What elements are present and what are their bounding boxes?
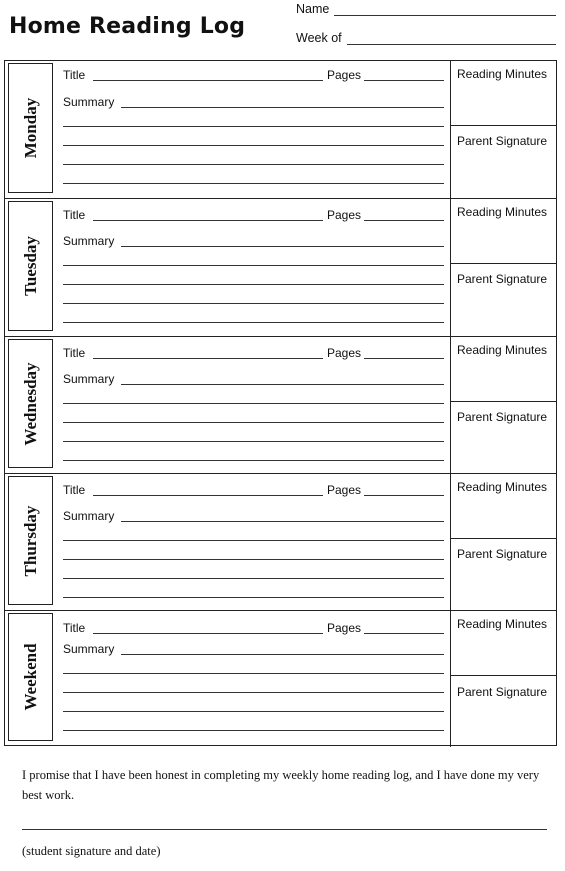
summary-line[interactable] <box>121 654 444 655</box>
honesty-promise: I promise that I have been honest in completing my weekly home reading log, and I have done my very best work. <box>22 768 540 802</box>
summary-line[interactable] <box>63 460 444 461</box>
summary-line[interactable] <box>63 559 444 560</box>
reading-minutes-label: Reading Minutes <box>457 480 548 494</box>
title-label: Title <box>63 208 86 222</box>
pages-field[interactable] <box>364 80 444 81</box>
day-row-monday <box>5 61 556 199</box>
reading-minutes-label: Reading Minutes <box>457 67 548 81</box>
week-of-field[interactable] <box>347 44 556 45</box>
day-label: Thursday <box>20 505 40 576</box>
title-field[interactable] <box>93 633 323 634</box>
summary-line[interactable] <box>63 540 444 541</box>
day-cell <box>8 613 53 741</box>
title-field[interactable] <box>93 220 323 221</box>
summary-line[interactable] <box>63 597 444 598</box>
week-of-label: Week of <box>296 31 342 45</box>
day-row-weekend <box>5 611 556 747</box>
summary-line[interactable] <box>63 730 444 731</box>
summary-line[interactable] <box>63 126 444 127</box>
parent-column <box>450 474 556 610</box>
reading-minutes-cell[interactable] <box>451 61 556 126</box>
signature-caption: (student signature and date) <box>22 844 161 858</box>
day-label: Monday <box>20 97 40 159</box>
summary-line[interactable] <box>121 521 444 522</box>
day-row-tuesday <box>5 199 556 337</box>
reading-minutes-label: Reading Minutes <box>457 343 548 357</box>
reading-log-table <box>4 60 557 746</box>
title-field[interactable] <box>93 80 323 81</box>
summary-line[interactable] <box>121 384 444 385</box>
day-cell <box>8 476 53 605</box>
pages-label: Pages <box>327 68 362 82</box>
summary-label: Summary <box>63 642 115 656</box>
parent-signature-label: Parent Signature <box>457 410 548 424</box>
title-field[interactable] <box>93 358 323 359</box>
summary-label: Summary <box>63 234 115 248</box>
summary-line[interactable] <box>63 303 444 304</box>
title-label: Title <box>63 621 86 635</box>
title-label: Title <box>63 346 86 360</box>
student-signature-field[interactable] <box>22 829 547 830</box>
pages-field[interactable] <box>364 220 444 221</box>
title-label: Title <box>63 68 86 82</box>
reading-minutes-label: Reading Minutes <box>457 205 548 219</box>
pages-field[interactable] <box>364 358 444 359</box>
summary-line[interactable] <box>63 692 444 693</box>
parent-column <box>450 199 556 336</box>
summary-line[interactable] <box>121 107 444 108</box>
summary-label: Summary <box>63 95 115 109</box>
summary-line[interactable] <box>63 711 444 712</box>
day-cell <box>8 201 53 331</box>
summary-line[interactable] <box>63 164 444 165</box>
parent-signature-label: Parent Signature <box>457 685 548 699</box>
day-label: Weekend <box>20 643 40 711</box>
pages-label: Pages <box>327 346 362 360</box>
entry-area <box>57 337 450 473</box>
parent-signature-label: Parent Signature <box>457 547 548 561</box>
parent-signature-label: Parent Signature <box>457 134 548 148</box>
summary-label: Summary <box>63 509 115 523</box>
reading-minutes-cell[interactable] <box>451 337 556 402</box>
entry-area <box>57 61 450 198</box>
entry-area <box>57 474 450 610</box>
summary-line[interactable] <box>63 284 444 285</box>
summary-line[interactable] <box>63 145 444 146</box>
entry-area <box>57 611 450 747</box>
title-field[interactable] <box>93 495 323 496</box>
summary-line[interactable] <box>121 246 444 247</box>
reading-minutes-cell[interactable] <box>451 199 556 264</box>
pages-field[interactable] <box>364 495 444 496</box>
reading-minutes-cell[interactable] <box>451 474 556 539</box>
summary-line[interactable] <box>63 322 444 323</box>
parent-column <box>450 61 556 198</box>
summary-line[interactable] <box>63 441 444 442</box>
name-field[interactable] <box>334 15 556 16</box>
page-title: Home Reading Log <box>9 14 246 39</box>
pages-label: Pages <box>327 483 362 497</box>
day-label: Tuesday <box>20 236 40 296</box>
reading-minutes-cell[interactable] <box>451 611 556 676</box>
day-cell <box>8 339 53 468</box>
entry-area <box>57 199 450 336</box>
summary-line[interactable] <box>63 403 444 404</box>
summary-label: Summary <box>63 372 115 386</box>
day-cell <box>8 63 53 193</box>
reading-minutes-label: Reading Minutes <box>457 617 548 631</box>
parent-column <box>450 337 556 473</box>
summary-line[interactable] <box>63 265 444 266</box>
parent-column <box>450 611 556 747</box>
day-row-thursday <box>5 474 556 611</box>
day-label: Wednesday <box>20 361 40 446</box>
summary-line[interactable] <box>63 183 444 184</box>
name-label: Name <box>296 2 330 16</box>
summary-line[interactable] <box>63 578 444 579</box>
summary-line[interactable] <box>63 422 444 423</box>
parent-signature-label: Parent Signature <box>457 272 548 286</box>
pages-label: Pages <box>327 208 362 222</box>
day-row-wednesday <box>5 337 556 474</box>
title-label: Title <box>63 483 86 497</box>
pages-field[interactable] <box>364 633 444 634</box>
pages-label: Pages <box>327 621 362 635</box>
summary-line[interactable] <box>63 673 444 674</box>
